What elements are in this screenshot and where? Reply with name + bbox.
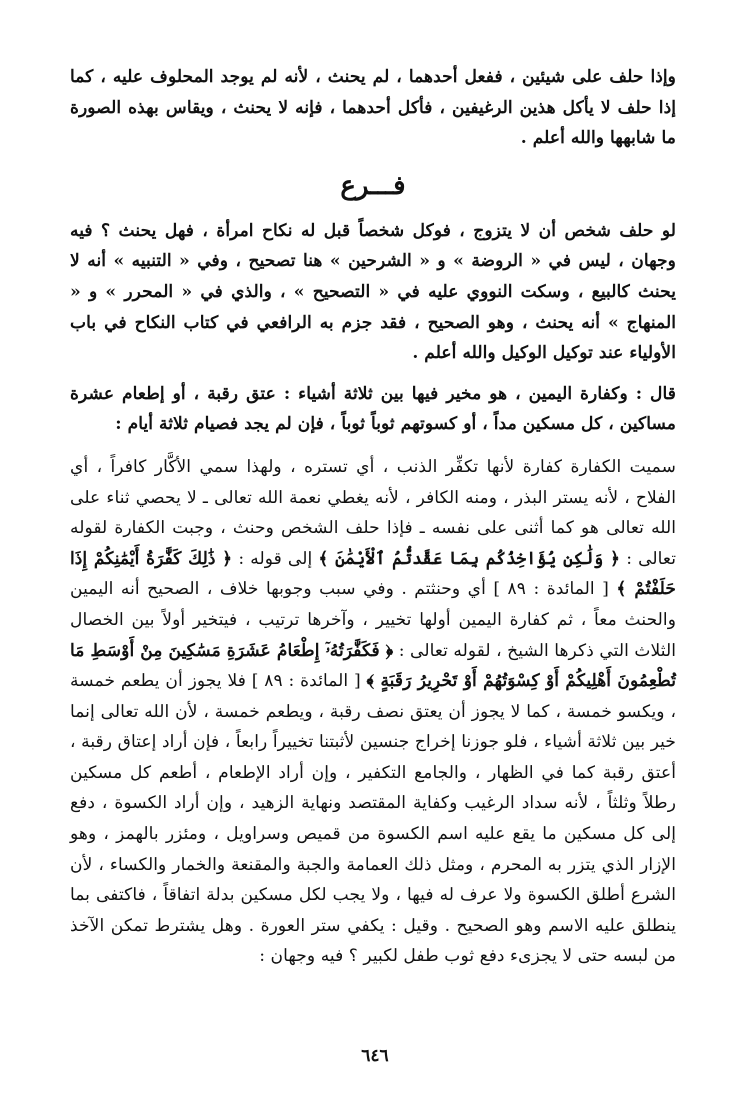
commentary-part-a: سميت الكفارة كفارة لأنها تكفِّر الذنب ، أي تستره ، ولهذا سمي الأكَّار كافراً ، أي الفلاح ، لأنه يستر البذر ، ومنه الكافر ، لأنه يغطي نعمة الله تعالى ـ لا يحصي ثناء على الله تعالى هو كما أثنى على نفسه ـ فإذا حلف الشخص وحنث ، وجبت الكفارة لقوله تعالى :: [70, 456, 676, 569]
quran-verse-2: ﴿ ذَٰلِكَ كَفَّٰرَةُ أَيْمَٰنِكُمْ إِذَا حَلَفْتُمْ ﴾: [70, 548, 676, 600]
commentary-part-d: [ المائدة : ٨٩ ] فلا يجوز أن يطعم خمسة ، ويكسو خمسة ، كما لا يجوز أن يعتق نصف رقبة ، ويطعم خمسة ، لأن الله تعالى إنما خير بين ثلاثة أشياء ، فلو جوزنا إخراج جنسين لأثبتنا تخييراً رابعاً ، فإن أراد إعتاق رقبة ، أعتق رقبة كما في الظهار ، والجامع التكفير ، وإن أراد الإطعام ، أطعم كل مسكين رطلاً وثلثاً ، لأنه سداد الرغيب وكفاية المقتصد ونهاية الزهيد ، وإن أراد الكسوة ، دفع إلى كل مسكين ما يقع عليه اسم الكسوة من قميص وسراويل ، ومئزر بالهمز ، وهو الإزار الذي يتزر به المحرم ، ومثل ذلك العمامة والجبة والمقنعة والخمار والكساء ، لأن الشرع أطلق الكسوة ولا عرف له فيها ، ولا يجب لكل مسكين بدلة اتفاقاً ، فاكتفى بما ينطلق عليه الاسم وهو الصحيح . وقيل : يكفي ستر العورة . وهل يشترط تمكن الآخذ من لبسه حتى لا يجزىء دفع ثوب طفل لكبير ؟ فيه وجهان :: [70, 671, 676, 967]
paragraph-matn: قال : وكفارة اليمين ، هو مخير فيها بين ثلاثة أشياء : عتق رقبة ، أو إطعام عشرة مساكين ، كل مسكين مداً ، أو كسوتهم ثوباً ثوباً ، فإن لم يجد فصيام ثلاثة أيام :: [70, 383, 676, 435]
quran-verse-1: ﴿ وَلَٰكِن يُؤَاخِذُكُم بِمَا عَقَّدتُّمُ ٱلْأَيْمَٰنَ ﴾: [318, 548, 621, 569]
paragraph-commentary: [70, 452, 676, 972]
commentary-part-b: إلى قوله :: [238, 548, 313, 569]
paragraph-branch: لو حلف شخص أن لا يتزوج ، فوكل شخصاً قبل له نكاح امرأة ، فهل يحنث ؟ فيه وجهان ، ليس في « الروضة » و « الشرحين » هنا تصحيح ، وفي « التنبيه » أنه لا يحنث كالبيع ، وسكت النووي عليه في « التصحيح » ، والذي في « المحرر » و « المنهاج » أنه يحنث ، وهو الصحيح ، فقد جزم به الرافعي في كتاب النكاح في باب الأولياء عند توكيل الوكيل والله أعلم .: [70, 220, 676, 364]
quran-verse-3: ﴿ فَكَفَّٰرَتُهُۥٓ إِطْعَامُ عَشَرَةِ مَسَٰكِينَ مِنْ أَوْسَطِ مَا تُطْعِمُونَ أَهْلِيكُمْ أَوْ كِسْوَتُهُمْ أَوْ تَحْرِيرُ رَقَبَةٍ ﴾: [70, 640, 676, 692]
page-number: ٦٤٦: [361, 1046, 389, 1066]
commentary-part-c: [ المائدة : ٨٩ ] أي وحنثتم . وفي سبب وجوبها خلاف ، الصحيح أنه اليمين والحنث معاً ، ثم كفارة اليمين أولها تخيير ، وآخرها ترتيب ، فيتخير أولاً بين الخصال الثلاث التي ذكرها الشيخ ، لقوله تعالى :: [70, 579, 676, 661]
section-heading: فـــرع: [340, 170, 406, 201]
paragraph-intro: وإذا حلف على شيئين ، ففعل أحدهما ، لم يحنث ، لأنه لم يوجد المحلوف عليه ، كما إذا حلف لا يأكل هذين الرغيفين ، فأكل أحدهما ، فإنه لا يحنث ، ويقاس بهذه الصورة ما شابهها والله أعلم .: [70, 67, 676, 149]
